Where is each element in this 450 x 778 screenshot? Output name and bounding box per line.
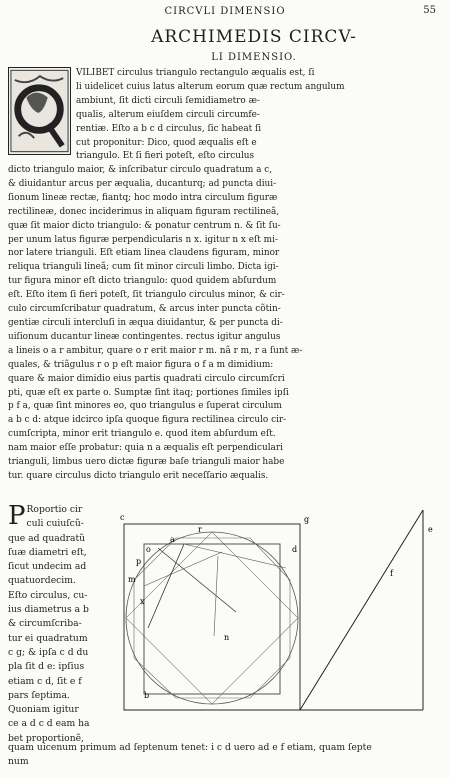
text-line: rentiæ. Eſto a b c d circulus, ſic habeat ſi — [76, 123, 262, 134]
text-line: tur. quare circulus dicto triangulo erit neceſſario æqualis. — [8, 470, 269, 481]
text-line: a lineis o a r ambitur, quare o r erit maior r m. nã r m, r a ſunt æ- — [8, 345, 303, 356]
text-line: reliqua trianguli lineã; cum ſit minor circuli limbo. Dicta igi- — [8, 262, 279, 273]
text-line: rectilineæ, donec inciderimus in aliquam figuram rectilineã, — [8, 206, 280, 217]
text-line: culo circumſcribatur quadratum, & arcus inter puncta cõtin- — [8, 304, 281, 315]
chapter-title-continuation: LI DIMENSIO. — [211, 52, 297, 63]
figure-label-m: m — [128, 575, 136, 584]
text-line: li uidelicet cuius latus alterum eorum quæ rectum angulum — [76, 81, 345, 92]
opening-paragraph — [76, 67, 446, 164]
proposition-line: Eſto circulus, cu- — [8, 589, 88, 601]
text-line: cut proponitur: Dico, quod æqualis eſt e — [76, 137, 257, 148]
text-line: trianguli, limbus uero dictæ figuræ baſe trianguli maior habe — [8, 457, 285, 468]
footer-line: quam uicenum primum ad ſeptenum tenet: i c d uero ad e f etiam, quam ſepte — [8, 742, 372, 753]
proposition-line: quatuordecim. — [8, 575, 76, 587]
proposition-line: ſicut undecim ad — [8, 561, 87, 573]
figure-label-f: f — [390, 569, 393, 578]
proposition-line: etiam c d, ſit e f — [8, 675, 82, 687]
text-line: per unum latus figuræ perpendicularis n x. igitur n x eſt mi- — [8, 234, 278, 245]
footer-line: num — [8, 756, 29, 767]
text-line: p f a, quæ ſint minores eo, quo triangulus e ſuperat circulum — [8, 401, 282, 412]
text-line: quare & maior dimidio eius partis quadrati circulo circumſcri — [8, 373, 285, 384]
text-line: gentiæ circuli intercluſi in æqua diuidantur, & per puncta di- — [8, 317, 283, 328]
text-line: cumſcripta, minor erit triangulo e. quod item abſurdum eſt. — [8, 429, 276, 440]
text-line: quales, & triãgulus r o p eſt maior figura o f a m dimidium: — [8, 359, 274, 370]
proposition-text — [8, 503, 118, 746]
decorated-initial-q — [8, 67, 71, 155]
text-line: & diuidantur arcus per æqualia, ducanturq; ad puncta diui- — [8, 178, 277, 189]
text-line: quæ ſit maior dicto triangulo: & ponatur centrum n. & ſit ſu- — [8, 220, 281, 231]
proposition-line: que ad quadratũ — [8, 532, 86, 544]
figure-label-r: r — [198, 525, 202, 534]
figure-label-e: e — [428, 525, 433, 534]
proposition-line: pla ſit d e: ipſius — [8, 661, 85, 673]
proposition-line: tur ei quadratum — [8, 632, 88, 644]
text-line: tur figura minor eſt dicto triangulo: quod quidem abſurdum — [8, 276, 277, 287]
proposition-line: ce a d c d eam ha — [8, 718, 90, 730]
proposition-line: Quoniam igitur — [8, 704, 79, 716]
text-line: nam maior eſſe probatur: quia n a æqualis eſt perpendiculari — [8, 443, 283, 454]
figure-label-x: x — [140, 597, 145, 606]
proposition-line: Roportio cir — [26, 504, 83, 515]
proposition-line: & circumſcriba- — [8, 618, 82, 630]
text-line: nor latere trianguli. Eſt etiam linea claudens figuram, minor — [8, 248, 280, 259]
chapter-title: ARCHIMEDIS CIRCV- — [151, 27, 357, 47]
initial-letter-p: P — [8, 501, 26, 531]
running-header: CIRCVLI DIMENSIO — [164, 6, 286, 17]
figure-label-a: a — [170, 535, 175, 544]
proposition-line: bet proportionẽ, — [8, 732, 84, 744]
proposition-line: pars ſeptima. — [8, 689, 70, 701]
figure-label-b: b — [144, 691, 150, 700]
proof-paragraph — [8, 164, 446, 484]
figure-label-c: c — [120, 513, 125, 522]
text-line: uiſionum ducantur lineæ contingentes. rectus igitur angulus — [8, 331, 281, 342]
page-number: 55 — [423, 5, 436, 16]
ornament-illustration — [9, 68, 70, 154]
figure-label-d: d — [292, 545, 298, 554]
text-line: ſionum lineæ rectæ, fiantq; hoc modo intra circulum figuræ — [8, 192, 278, 203]
figure-label-p: p — [136, 557, 142, 566]
proposition-line: culi cuiuſcũ- — [26, 518, 84, 530]
figure-label-g: g — [304, 515, 310, 524]
text-line: VILIBET circulus triangulo rectangulo æqualis est, ſi — [76, 68, 315, 78]
text-line: eſt. Eſto item ſi fieri poteſt, ſit triangulo circulus minor, & cir- — [8, 290, 285, 301]
figure-label-o: o — [146, 545, 151, 554]
proposition-line: c g; & ipſa c d du — [8, 646, 89, 658]
geometric-figure — [118, 508, 442, 740]
text-line: qualis, alterum eiuſdem circuli circumfe- — [76, 109, 260, 120]
text-line: dicto triangulo maior, & inſcribatur circulo quadratum a c, — [8, 165, 273, 175]
text-line: pti, quæ eſt ex parte o. Sumptæ ſint itaq; portiones ſimiles ipſi — [8, 387, 289, 398]
text-line: ambiunt, ſit dicti circuli ſemidiametro æ- — [76, 95, 260, 106]
proposition-line: ſuæ diametri eſt, — [8, 546, 87, 558]
page-footer-text — [8, 741, 444, 769]
text-line: triangulo. Et ſi fieri poteſt, eſto circulus — [76, 151, 255, 162]
figure-label-n: n — [224, 633, 230, 642]
text-line: a b c d: atque idcirco ipſa quoque figura rectilinea circulo cir- — [8, 415, 287, 426]
proposition-line: ius diametrus a b — [8, 604, 89, 616]
